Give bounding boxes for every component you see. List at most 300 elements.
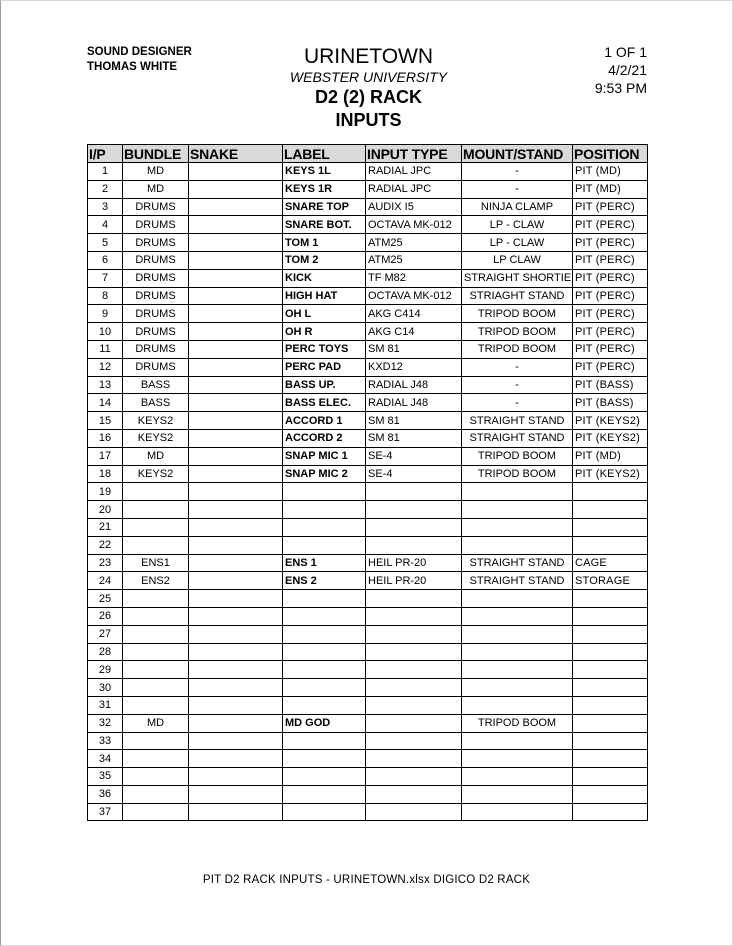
- cell-bundle: BASS: [123, 394, 189, 412]
- table-row: [88, 607, 648, 625]
- cell-mount-stand: [462, 607, 573, 625]
- cell-bundle: DRUMS: [123, 323, 189, 341]
- cell-ip: 25: [88, 590, 123, 608]
- cell-snake: [189, 340, 283, 358]
- cell-bundle: [123, 661, 189, 679]
- cell-snake: [189, 501, 283, 519]
- cell-bundle: [123, 625, 189, 643]
- cell-mount-stand: [462, 483, 573, 501]
- cell-snake: [189, 732, 283, 750]
- cell-input-type: SE-4: [366, 447, 462, 465]
- cell-input-type: ATM25: [366, 234, 462, 252]
- cell-position: PIT (PERC): [573, 251, 648, 269]
- cell-position: PIT (KEYS2): [573, 465, 648, 483]
- cell-bundle: [123, 803, 189, 821]
- cell-mount-stand: [462, 732, 573, 750]
- cell-input-type: RADIAL JPC: [366, 163, 462, 181]
- cell-input-type: [366, 661, 462, 679]
- cell-input-type: OCTAVA MK-012: [366, 216, 462, 234]
- cell-ip: 26: [88, 607, 123, 625]
- table-row: [88, 234, 648, 252]
- section-title: INPUTS: [335, 110, 402, 130]
- cell-bundle: [123, 536, 189, 554]
- cell-input-type: [366, 625, 462, 643]
- cell-mount-stand: STRAIGHT STAND: [462, 412, 573, 430]
- cell-label: BASS ELEC.: [283, 394, 366, 412]
- cell-bundle: DRUMS: [123, 358, 189, 376]
- table-row: [88, 198, 648, 216]
- cell-label: [283, 696, 366, 714]
- cell-label: [283, 750, 366, 768]
- cell-position: [573, 607, 648, 625]
- show-title: URINETOWN: [303, 45, 434, 68]
- cell-bundle: [123, 750, 189, 768]
- cell-mount-stand: STRAIGHT STAND: [462, 429, 573, 447]
- cell-snake: [189, 180, 283, 198]
- cell-label: KEYS 1L: [283, 163, 366, 181]
- cell-position: [573, 750, 648, 768]
- cell-position: [573, 661, 648, 679]
- cell-input-type: RADIAL J48: [366, 376, 462, 394]
- table-row: [88, 750, 648, 768]
- cell-ip: 27: [88, 625, 123, 643]
- cell-ip: 20: [88, 501, 123, 519]
- cell-snake: [189, 590, 283, 608]
- cell-position: [573, 785, 648, 803]
- cell-bundle: [123, 732, 189, 750]
- cell-ip: 9: [88, 305, 123, 323]
- cell-position: CAGE: [573, 554, 648, 572]
- cell-snake: [189, 412, 283, 430]
- cell-snake: [189, 323, 283, 341]
- cell-input-type: KXD12: [366, 358, 462, 376]
- cell-ip: 33: [88, 732, 123, 750]
- cell-mount-stand: -: [462, 163, 573, 181]
- designer-role: SOUND DESIGNER: [87, 46, 192, 58]
- cell-label: TOM 1: [283, 234, 366, 252]
- cell-mount-stand: [462, 785, 573, 803]
- cell-label: SNARE BOT.: [283, 216, 366, 234]
- cell-label: [283, 661, 366, 679]
- cell-position: PIT (PERC): [573, 216, 648, 234]
- cell-label: SNAP MIC 1: [283, 447, 366, 465]
- table-row: [88, 785, 648, 803]
- cell-ip: 36: [88, 785, 123, 803]
- cell-snake: [189, 305, 283, 323]
- cell-bundle: DRUMS: [123, 269, 189, 287]
- cell-position: [573, 518, 648, 536]
- cell-mount-stand: [462, 803, 573, 821]
- table-row: [88, 394, 648, 412]
- table-row: [88, 180, 648, 198]
- cell-bundle: [123, 590, 189, 608]
- cell-position: [573, 803, 648, 821]
- cell-label: ACCORD 2: [283, 429, 366, 447]
- cell-position: [573, 590, 648, 608]
- cell-label: ENS 2: [283, 572, 366, 590]
- cell-ip: 21: [88, 518, 123, 536]
- cell-label: KICK: [283, 269, 366, 287]
- document-heading: [240, 44, 497, 132]
- cell-label: [283, 679, 366, 697]
- cell-ip: 16: [88, 429, 123, 447]
- cell-snake: [189, 572, 283, 590]
- cell-input-type: HEIL PR-20: [366, 572, 462, 590]
- cell-input-type: AUDIX I5: [366, 198, 462, 216]
- table-body: [88, 163, 648, 821]
- page-footer: PIT D2 RACK INPUTS - URINETOWN.xlsx DIGICO D2 RACK: [202, 874, 531, 886]
- cell-ip: 19: [88, 483, 123, 501]
- cell-input-type: OCTAVA MK-012: [366, 287, 462, 305]
- cell-snake: [189, 768, 283, 786]
- cell-snake: [189, 679, 283, 697]
- cell-ip: 17: [88, 447, 123, 465]
- cell-snake: [189, 216, 283, 234]
- cell-snake: [189, 358, 283, 376]
- col-header-position: POSITION: [573, 145, 648, 163]
- cell-label: [283, 643, 366, 661]
- cell-input-type: [366, 483, 462, 501]
- cell-label: TOM 2: [283, 251, 366, 269]
- table-row: [88, 590, 648, 608]
- cell-ip: 34: [88, 750, 123, 768]
- cell-label: [283, 590, 366, 608]
- cell-snake: [189, 554, 283, 572]
- cell-bundle: [123, 643, 189, 661]
- print-time: 9:53 PM: [594, 80, 647, 96]
- cell-mount-stand: TRIPOD BOOM: [462, 305, 573, 323]
- cell-ip: 30: [88, 679, 123, 697]
- cell-input-type: AKG C14: [366, 323, 462, 341]
- cell-position: [573, 483, 648, 501]
- cell-mount-stand: [462, 661, 573, 679]
- cell-ip: 4: [88, 216, 123, 234]
- cell-position: STORAGE: [573, 572, 648, 590]
- print-date: 4/2/21: [608, 62, 647, 78]
- cell-input-type: [366, 803, 462, 821]
- cell-bundle: KEYS2: [123, 412, 189, 430]
- table-header-row: [88, 145, 648, 163]
- cell-snake: [189, 163, 283, 181]
- cell-mount-stand: STRIAGHT STAND: [462, 287, 573, 305]
- table-row: [88, 447, 648, 465]
- cell-input-type: SE-4: [366, 465, 462, 483]
- table-row: [88, 287, 648, 305]
- cell-ip: 5: [88, 234, 123, 252]
- cell-ip: 12: [88, 358, 123, 376]
- cell-label: OH L: [283, 305, 366, 323]
- cell-input-type: [366, 501, 462, 519]
- page-number: 1 OF 1: [604, 44, 647, 60]
- cell-input-type: [366, 518, 462, 536]
- cell-ip: 13: [88, 376, 123, 394]
- rack-name: D2 (2) RACK: [314, 87, 422, 107]
- cell-ip: 11: [88, 340, 123, 358]
- cell-mount-stand: STRAIGHT STAND: [462, 572, 573, 590]
- cell-mount-stand: [462, 501, 573, 519]
- cell-position: [573, 501, 648, 519]
- cell-position: PIT (KEYS2): [573, 412, 648, 430]
- cell-mount-stand: -: [462, 376, 573, 394]
- cell-position: [573, 768, 648, 786]
- table-row: [88, 376, 648, 394]
- cell-snake: [189, 376, 283, 394]
- cell-mount-stand: TRIPOD BOOM: [462, 465, 573, 483]
- cell-position: PIT (PERC): [573, 305, 648, 323]
- cell-mount-stand: [462, 536, 573, 554]
- cell-position: [573, 696, 648, 714]
- cell-input-type: [366, 768, 462, 786]
- table-row: [88, 696, 648, 714]
- cell-snake: [189, 803, 283, 821]
- cell-bundle: MD: [123, 714, 189, 732]
- cell-mount-stand: [462, 518, 573, 536]
- cell-label: PERC TOYS: [283, 340, 366, 358]
- cell-position: [573, 625, 648, 643]
- cell-input-type: [366, 732, 462, 750]
- cell-snake: [189, 536, 283, 554]
- cell-ip: 1: [88, 163, 123, 181]
- cell-position: PIT (BASS): [573, 394, 648, 412]
- table-row: [88, 732, 648, 750]
- col-header-bundle: BUNDLE: [123, 145, 189, 163]
- cell-mount-stand: [462, 768, 573, 786]
- cell-label: ENS 1: [283, 554, 366, 572]
- cell-label: [283, 518, 366, 536]
- venue-name: WEBSTER UNIVERSITY: [289, 69, 448, 85]
- cell-bundle: [123, 607, 189, 625]
- cell-label: [283, 803, 366, 821]
- table-row: [88, 625, 648, 643]
- cell-input-type: [366, 696, 462, 714]
- cell-ip: 24: [88, 572, 123, 590]
- table-row: [88, 714, 648, 732]
- col-header-label: LABEL: [283, 145, 366, 163]
- cell-snake: [189, 483, 283, 501]
- cell-bundle: BASS: [123, 376, 189, 394]
- table-row: [88, 803, 648, 821]
- cell-label: SNARE TOP: [283, 198, 366, 216]
- cell-label: MD GOD: [283, 714, 366, 732]
- cell-snake: [189, 696, 283, 714]
- cell-ip: 3: [88, 198, 123, 216]
- cell-mount-stand: TRIPOD BOOM: [462, 340, 573, 358]
- cell-mount-stand: -: [462, 358, 573, 376]
- table-row: [88, 340, 648, 358]
- cell-bundle: DRUMS: [123, 234, 189, 252]
- cell-mount-stand: LP - CLAW: [462, 234, 573, 252]
- cell-mount-stand: -: [462, 394, 573, 412]
- cell-snake: [189, 518, 283, 536]
- cell-bundle: DRUMS: [123, 340, 189, 358]
- cell-mount-stand: STRAIGHT STAND: [462, 554, 573, 572]
- cell-ip: 8: [88, 287, 123, 305]
- cell-mount-stand: [462, 679, 573, 697]
- cell-label: [283, 732, 366, 750]
- cell-ip: 35: [88, 768, 123, 786]
- cell-position: PIT (MD): [573, 163, 648, 181]
- cell-snake: [189, 269, 283, 287]
- cell-bundle: [123, 785, 189, 803]
- table-row: [88, 305, 648, 323]
- table-row: [88, 323, 648, 341]
- cell-input-type: [366, 536, 462, 554]
- cell-input-type: RADIAL JPC: [366, 180, 462, 198]
- cell-mount-stand: [462, 696, 573, 714]
- cell-mount-stand: TRIPOD BOOM: [462, 323, 573, 341]
- table-row: [88, 554, 648, 572]
- cell-bundle: DRUMS: [123, 216, 189, 234]
- cell-input-type: TF M82: [366, 269, 462, 287]
- cell-bundle: [123, 679, 189, 697]
- cell-label: [283, 536, 366, 554]
- cell-position: [573, 536, 648, 554]
- cell-position: [573, 643, 648, 661]
- cell-mount-stand: STRAIGHT SHORTIE: [462, 269, 573, 287]
- cell-snake: [189, 625, 283, 643]
- cell-snake: [189, 394, 283, 412]
- cell-bundle: MD: [123, 180, 189, 198]
- cell-bundle: MD: [123, 447, 189, 465]
- cell-ip: 7: [88, 269, 123, 287]
- cell-label: [283, 607, 366, 625]
- cell-snake: [189, 251, 283, 269]
- cell-input-type: [366, 643, 462, 661]
- cell-input-type: SM 81: [366, 412, 462, 430]
- cell-bundle: DRUMS: [123, 287, 189, 305]
- cell-input-type: RADIAL J48: [366, 394, 462, 412]
- cell-snake: [189, 714, 283, 732]
- designer-credit: [87, 45, 192, 75]
- cell-bundle: ENS1: [123, 554, 189, 572]
- cell-position: PIT (PERC): [573, 234, 648, 252]
- cell-mount-stand: [462, 625, 573, 643]
- cell-ip: 10: [88, 323, 123, 341]
- col-header-input-type: INPUT TYPE: [366, 145, 462, 163]
- cell-bundle: DRUMS: [123, 251, 189, 269]
- cell-snake: [189, 429, 283, 447]
- cell-position: [573, 679, 648, 697]
- table-row: [88, 768, 648, 786]
- cell-input-type: SM 81: [366, 340, 462, 358]
- cell-label: [283, 625, 366, 643]
- table-row: [88, 679, 648, 697]
- table-row: [88, 572, 648, 590]
- cell-bundle: MD: [123, 163, 189, 181]
- cell-mount-stand: -: [462, 180, 573, 198]
- cell-label: HIGH HAT: [283, 287, 366, 305]
- cell-ip: 37: [88, 803, 123, 821]
- cell-position: PIT (PERC): [573, 323, 648, 341]
- cell-bundle: KEYS2: [123, 465, 189, 483]
- cell-input-type: [366, 590, 462, 608]
- cell-label: [283, 501, 366, 519]
- cell-input-type: [366, 714, 462, 732]
- cell-snake: [189, 785, 283, 803]
- cell-input-type: [366, 607, 462, 625]
- cell-position: PIT (PERC): [573, 340, 648, 358]
- cell-mount-stand: TRIPOD BOOM: [462, 447, 573, 465]
- cell-position: PIT (PERC): [573, 269, 648, 287]
- cell-bundle: DRUMS: [123, 198, 189, 216]
- table-row: [88, 661, 648, 679]
- designer-name: THOMAS WHITE: [87, 61, 178, 73]
- table-row: [88, 465, 648, 483]
- cell-snake: [189, 287, 283, 305]
- cell-position: PIT (BASS): [573, 376, 648, 394]
- table-row: [88, 251, 648, 269]
- cell-input-type: [366, 750, 462, 768]
- cell-bundle: [123, 696, 189, 714]
- cell-label: BASS UP.: [283, 376, 366, 394]
- cell-snake: [189, 643, 283, 661]
- cell-label: PERC PAD: [283, 358, 366, 376]
- table-row: [88, 643, 648, 661]
- cell-position: PIT (MD): [573, 447, 648, 465]
- cell-position: [573, 714, 648, 732]
- table-row: [88, 518, 648, 536]
- cell-bundle: [123, 518, 189, 536]
- cell-position: PIT (PERC): [573, 358, 648, 376]
- cell-mount-stand: TRIPOD BOOM: [462, 714, 573, 732]
- cell-label: SNAP MIC 2: [283, 465, 366, 483]
- cell-mount-stand: LP CLAW: [462, 251, 573, 269]
- cell-snake: [189, 447, 283, 465]
- cell-position: PIT (MD): [573, 180, 648, 198]
- cell-ip: 29: [88, 661, 123, 679]
- cell-ip: 22: [88, 536, 123, 554]
- cell-bundle: [123, 501, 189, 519]
- cell-mount-stand: [462, 590, 573, 608]
- cell-position: PIT (PERC): [573, 287, 648, 305]
- cell-label: [283, 483, 366, 501]
- cell-label: [283, 785, 366, 803]
- col-header-ip: I/P: [88, 145, 123, 163]
- cell-snake: [189, 198, 283, 216]
- cell-input-type: AKG C414: [366, 305, 462, 323]
- table-row: [88, 269, 648, 287]
- cell-ip: 2: [88, 180, 123, 198]
- cell-label: OH R: [283, 323, 366, 341]
- cell-snake: [189, 661, 283, 679]
- cell-label: [283, 768, 366, 786]
- cell-input-type: [366, 785, 462, 803]
- table-row: [88, 216, 648, 234]
- cell-position: PIT (KEYS2): [573, 429, 648, 447]
- cell-input-type: ATM25: [366, 251, 462, 269]
- table-row: [88, 483, 648, 501]
- cell-mount-stand: [462, 643, 573, 661]
- col-header-snake: SNAKE: [189, 145, 283, 163]
- page-info: [595, 43, 647, 97]
- cell-bundle: [123, 768, 189, 786]
- cell-ip: 31: [88, 696, 123, 714]
- cell-ip: 32: [88, 714, 123, 732]
- cell-ip: 15: [88, 412, 123, 430]
- cell-label: KEYS 1R: [283, 180, 366, 198]
- table-row: [88, 501, 648, 519]
- cell-input-type: [366, 679, 462, 697]
- cell-snake: [189, 750, 283, 768]
- table-row: [88, 536, 648, 554]
- cell-snake: [189, 465, 283, 483]
- table-row: [88, 412, 648, 430]
- cell-bundle: DRUMS: [123, 305, 189, 323]
- cell-snake: [189, 234, 283, 252]
- col-header-mount-stand: MOUNT/STAND: [462, 145, 573, 163]
- table-row: [88, 163, 648, 181]
- cell-input-type: SM 81: [366, 429, 462, 447]
